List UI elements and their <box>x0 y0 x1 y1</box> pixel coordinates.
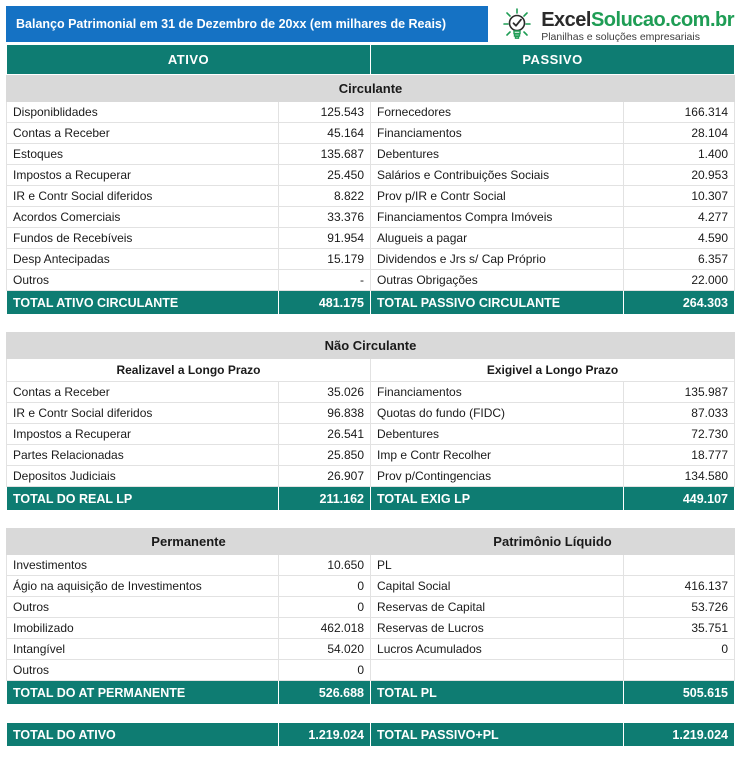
row-value-right <box>624 555 735 576</box>
row-label-right: Imp e Contr Recolher <box>371 445 624 466</box>
row-label-right: Debentures <box>371 144 624 165</box>
row-label-left: Ágio na aquisição de Investimentos <box>7 576 279 597</box>
row-value-right: 22.000 <box>624 270 735 291</box>
table-row <box>7 597 735 618</box>
row-value-left: 0 <box>279 576 371 597</box>
row-label-right: Dividendos e Jrs s/ Cap Próprio <box>371 249 624 270</box>
total-label-left: TOTAL ATIVO CIRCULANTE <box>7 291 279 315</box>
row-value-right: 72.730 <box>624 424 735 445</box>
table-row <box>7 228 735 249</box>
table-row <box>7 618 735 639</box>
table-row <box>7 424 735 445</box>
column-header-table <box>6 44 735 75</box>
grand-total-value-passivo: 1.219.024 <box>624 723 735 747</box>
row-value-left: 54.020 <box>279 639 371 660</box>
row-label-right: Quotas do fundo (FIDC) <box>371 403 624 424</box>
total-value-left: 211.162 <box>279 487 371 511</box>
table-row <box>7 445 735 466</box>
grand-total-label-passivo: TOTAL PASSIVO+PL <box>371 723 624 747</box>
row-label-right: PL <box>371 555 624 576</box>
table-row <box>7 466 735 487</box>
section-subheader-row <box>7 359 735 382</box>
logo-brand-secondary: Solucao.com.br <box>590 8 734 31</box>
row-value-left: 25.850 <box>279 445 371 466</box>
page-title: Balanço Patrimonial em 31 de Dezembro de 20xx (em milhares de Reais) <box>6 6 488 42</box>
row-label-left: Contas a Receber <box>7 382 279 403</box>
subheader-left: Permanente <box>7 529 371 555</box>
total-value-right: 449.107 <box>624 487 735 511</box>
row-label-left: Partes Relacionadas <box>7 445 279 466</box>
row-label-right: Financiamentos Compra Imóveis <box>371 207 624 228</box>
subheader-right: Exigivel a Longo Prazo <box>371 359 735 382</box>
row-value-left: 15.179 <box>279 249 371 270</box>
page-header <box>6 0 734 44</box>
subheader-right: Patrimônio Líquido <box>371 529 735 555</box>
row-value-left: 96.838 <box>279 403 371 424</box>
table-row <box>7 576 735 597</box>
grand-total-table <box>6 722 735 747</box>
row-label-left: Fundos de Recebíveis <box>7 228 279 249</box>
row-label-right: Prov p/IR e Contr Social <box>371 186 624 207</box>
row-value-left: 125.543 <box>279 102 371 123</box>
row-label-left: Estoques <box>7 144 279 165</box>
total-value-right: 264.303 <box>624 291 735 315</box>
row-value-right: 87.033 <box>624 403 735 424</box>
grand-total-value-ativo: 1.219.024 <box>279 723 371 747</box>
logo-tagline: Planilhas e soluções empresariais <box>541 30 700 43</box>
row-label-left: Disponiblidades <box>7 102 279 123</box>
section-spacer <box>6 511 734 528</box>
row-label-left: Investimentos <box>7 555 279 576</box>
brand-logo <box>488 6 734 46</box>
table-row <box>7 249 735 270</box>
row-value-right: 6.357 <box>624 249 735 270</box>
row-value-right: 166.314 <box>624 102 735 123</box>
lightbulb-check-icon <box>498 6 538 46</box>
row-label-left: Impostos a Recuperar <box>7 165 279 186</box>
row-value-left: 8.822 <box>279 186 371 207</box>
row-value-left: 25.450 <box>279 165 371 186</box>
row-value-left: 462.018 <box>279 618 371 639</box>
row-label-right: Alugueis a pagar <box>371 228 624 249</box>
section-total-row <box>7 487 735 511</box>
table-row <box>7 144 735 165</box>
main-header-row <box>7 45 735 75</box>
row-label-left: Imobilizado <box>7 618 279 639</box>
row-label-left: Desp Antecipadas <box>7 249 279 270</box>
row-value-left: 26.907 <box>279 466 371 487</box>
section-total-row <box>7 291 735 315</box>
row-value-right: 135.987 <box>624 382 735 403</box>
row-value-left: 0 <box>279 660 371 681</box>
total-value-left: 526.688 <box>279 681 371 705</box>
row-label-left: Contas a Receber <box>7 123 279 144</box>
row-value-right: 53.726 <box>624 597 735 618</box>
table-row <box>7 555 735 576</box>
grand-total-row <box>7 723 735 747</box>
table-row <box>7 207 735 228</box>
row-value-right: 20.953 <box>624 165 735 186</box>
row-label-right: Reservas de Capital <box>371 597 624 618</box>
section-band-title: Circulante <box>7 76 735 102</box>
row-value-left: 35.026 <box>279 382 371 403</box>
row-value-right: 10.307 <box>624 186 735 207</box>
row-value-right: 134.580 <box>624 466 735 487</box>
row-label-right: Financiamentos <box>371 123 624 144</box>
row-label-left: Acordos Comerciais <box>7 207 279 228</box>
section-circulante <box>6 75 735 315</box>
row-label-left: IR e Contr Social diferidos <box>7 403 279 424</box>
row-label-right: Fornecedores <box>371 102 624 123</box>
section-band-circulante <box>7 76 735 102</box>
row-value-left: 91.954 <box>279 228 371 249</box>
table-row <box>7 186 735 207</box>
total-value-right: 505.615 <box>624 681 735 705</box>
row-value-left: 0 <box>279 597 371 618</box>
row-value-right: 18.777 <box>624 445 735 466</box>
section-permanente <box>6 528 735 705</box>
row-value-right: 4.590 <box>624 228 735 249</box>
total-label-right: TOTAL PASSIVO CIRCULANTE <box>371 291 624 315</box>
grand-total-spacer <box>6 705 734 722</box>
table-row <box>7 270 735 291</box>
section-band-title: Não Circulante <box>7 333 735 359</box>
row-label-right: Capital Social <box>371 576 624 597</box>
row-label-right: Lucros Acumulados <box>371 639 624 660</box>
table-row <box>7 165 735 186</box>
row-label-right: Outras Obrigações <box>371 270 624 291</box>
row-value-left: 10.650 <box>279 555 371 576</box>
table-row <box>7 639 735 660</box>
section-spacer <box>6 315 734 332</box>
row-value-left: 45.164 <box>279 123 371 144</box>
row-label-left: Depositos Judiciais <box>7 466 279 487</box>
row-label-right: Financiamentos <box>371 382 624 403</box>
row-label-right: Salários e Contribuições Sociais <box>371 165 624 186</box>
row-label-left: Outros <box>7 660 279 681</box>
row-label-left: IR e Contr Social diferidos <box>7 186 279 207</box>
table-row <box>7 102 735 123</box>
section-band-nao-circulante <box>7 333 735 359</box>
row-value-right: 28.104 <box>624 123 735 144</box>
table-row <box>7 403 735 424</box>
row-value-right: 35.751 <box>624 618 735 639</box>
subheader-left: Realizavel a Longo Prazo <box>7 359 371 382</box>
total-value-left: 481.175 <box>279 291 371 315</box>
row-value-right <box>624 660 735 681</box>
header-passivo: PASSIVO <box>371 45 735 75</box>
row-value-right: 4.277 <box>624 207 735 228</box>
header-ativo: ATIVO <box>7 45 371 75</box>
logo-brand-primary: Excel <box>541 8 591 31</box>
row-label-left: Outros <box>7 597 279 618</box>
row-value-left: 33.376 <box>279 207 371 228</box>
total-label-right: TOTAL PL <box>371 681 624 705</box>
row-value-right: 0 <box>624 639 735 660</box>
row-label-left: Intangível <box>7 639 279 660</box>
table-row <box>7 660 735 681</box>
row-value-left: 135.687 <box>279 144 371 165</box>
table-row <box>7 382 735 403</box>
row-label-right <box>371 660 624 681</box>
total-label-left: TOTAL DO REAL LP <box>7 487 279 511</box>
row-label-right: Reservas de Lucros <box>371 618 624 639</box>
row-value-right: 1.400 <box>624 144 735 165</box>
row-value-left: - <box>279 270 371 291</box>
row-label-left: Outros <box>7 270 279 291</box>
row-label-left: Impostos a Recuperar <box>7 424 279 445</box>
row-value-left: 26.541 <box>279 424 371 445</box>
row-value-right: 416.137 <box>624 576 735 597</box>
grand-total-label-ativo: TOTAL DO ATIVO <box>7 723 279 747</box>
section-nao-circulante <box>6 332 735 511</box>
table-row <box>7 123 735 144</box>
total-label-left: TOTAL DO AT PERMANENTE <box>7 681 279 705</box>
total-label-right: TOTAL EXIG LP <box>371 487 624 511</box>
section-total-row <box>7 681 735 705</box>
row-label-right: Debentures <box>371 424 624 445</box>
section-subheader-row <box>7 529 735 555</box>
row-label-right: Prov p/Contingencias <box>371 466 624 487</box>
